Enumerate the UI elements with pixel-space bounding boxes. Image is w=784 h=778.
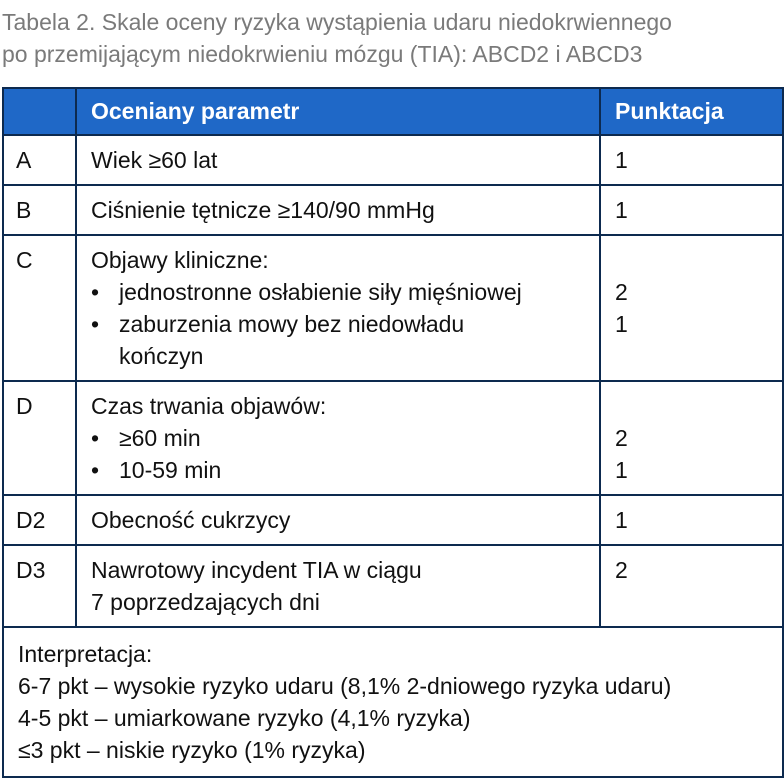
row-parameter: Wiek ≥60 lat xyxy=(76,135,600,185)
row-letter: C xyxy=(3,235,76,381)
bullet-icon: • xyxy=(91,279,100,305)
table-row xyxy=(3,545,783,627)
row-parameter xyxy=(76,381,600,495)
list-item xyxy=(91,276,587,308)
item-score: 2 xyxy=(615,279,628,305)
list-item xyxy=(91,454,587,486)
interpretation-row xyxy=(3,627,783,777)
abcd-score-table xyxy=(2,87,784,778)
table-row xyxy=(3,135,783,185)
header-parameter: Oceniany parametr xyxy=(76,88,600,135)
item-score: 2 xyxy=(615,425,628,451)
row-parameter-heading: Czas trwania objawów: xyxy=(91,393,327,419)
list-item-text-line-2: kończyn xyxy=(119,343,204,369)
row-letter: D3 xyxy=(3,545,76,627)
table-row xyxy=(3,235,783,381)
row-score: 1 xyxy=(600,495,783,545)
row-parameter xyxy=(76,545,600,627)
table-row xyxy=(3,185,783,235)
list-item-text: 10-59 min xyxy=(119,457,222,483)
row-score: 1 xyxy=(600,135,783,185)
interpretation-cell xyxy=(3,627,783,777)
caption-line-1: Tabela 2. Skale oceny ryzyka wystąpienia udaru niedokrwiennego xyxy=(2,9,672,35)
row-parameter-line-2: 7 poprzedzających dni xyxy=(91,589,320,615)
table-row xyxy=(3,381,783,495)
table-row xyxy=(3,495,783,545)
row-letter: D2 xyxy=(3,495,76,545)
list-item xyxy=(91,422,587,454)
row-parameter-heading: Objawy kliniczne: xyxy=(91,247,269,273)
list-item-text-line-1: zaburzenia mowy bez niedowładu xyxy=(119,311,465,337)
list-item-text: ≥60 min xyxy=(119,425,201,451)
list-item xyxy=(91,308,587,372)
header-score: Punktacja xyxy=(600,88,783,135)
interpretation-line: 4-5 pkt – umiarkowane ryzyko (4,1% ryzyka) xyxy=(18,705,471,731)
row-score xyxy=(600,235,783,381)
table-header-row xyxy=(3,88,783,135)
bullet-icon: • xyxy=(91,457,100,483)
row-letter: B xyxy=(3,185,76,235)
row-parameter: Obecność cukrzycy xyxy=(76,495,600,545)
bullet-icon: • xyxy=(91,311,100,337)
item-score: 1 xyxy=(615,311,628,337)
list-item-text: jednostronne osłabienie siły mięśniowej xyxy=(119,279,522,305)
interpretation-heading: Interpretacja: xyxy=(18,641,153,667)
header-letter-cell xyxy=(3,88,76,135)
row-parameter-line-1: Nawrotowy incydent TIA w ciągu xyxy=(91,557,422,583)
bullet-icon: • xyxy=(91,425,100,451)
interpretation-line: ≤3 pkt – niskie ryzyko (1% ryzyka) xyxy=(18,737,366,763)
table-caption xyxy=(2,6,782,70)
row-parameter xyxy=(76,235,600,381)
list-item-text xyxy=(119,308,464,372)
row-letter: D xyxy=(3,381,76,495)
row-parameter: Ciśnienie tętnicze ≥140/90 mmHg xyxy=(76,185,600,235)
interpretation-line: 6-7 pkt – wysokie ryzyko udaru (8,1% 2-dniowego ryzyka udaru) xyxy=(18,673,672,699)
item-score: 1 xyxy=(615,457,628,483)
caption-line-2: po przemijającym niedokrwieniu mózgu (TIA): ABCD2 i ABCD3 xyxy=(2,41,643,67)
row-score xyxy=(600,381,783,495)
row-score: 1 xyxy=(600,185,783,235)
row-letter: A xyxy=(3,135,76,185)
row-score: 2 xyxy=(600,545,783,627)
